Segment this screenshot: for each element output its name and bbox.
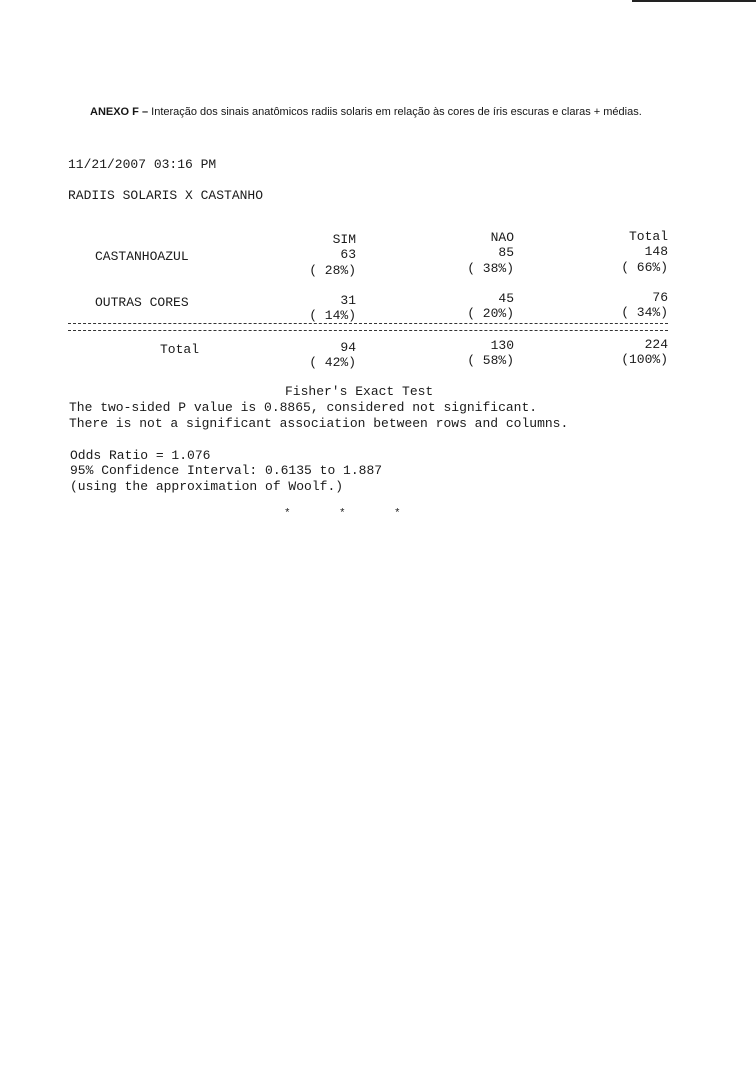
column-header-sim: SIM: [332, 232, 356, 247]
cell-value: 94: [340, 340, 356, 355]
annex-heading: ANEXO F –: [90, 106, 149, 118]
annex-text: Interação dos sinais anatômicos radiis solaris em relação às cores de íris escuras e claras + médias.: [151, 106, 642, 118]
star-mark: *: [339, 508, 346, 520]
table-title: RADIIS SOLARIS X CASTANHO: [68, 188, 264, 203]
row-label-outras-cores: OUTRAS CORES: [95, 295, 189, 310]
test-conclusion: There is not a significant association between rows and columns.: [69, 416, 569, 431]
cell-value: 148: [644, 244, 668, 259]
column-header-nao: NAO: [490, 230, 514, 245]
row-label-castanhoazul: CASTANHOAZUL: [95, 249, 189, 264]
cell-percent: ( 66%): [621, 260, 668, 275]
cell-value: 85: [498, 245, 514, 260]
confidence-interval: 95% Confidence Interval: 0.6135 to 1.887: [70, 463, 383, 478]
scan-artifact-line: [632, 0, 756, 2]
cell-value: 224: [644, 337, 668, 352]
column-header-total: Total: [628, 229, 668, 244]
annex-caption: [90, 103, 700, 121]
cell-percent: ( 28%): [309, 263, 356, 278]
cell-value: 130: [490, 338, 514, 353]
cell-percent: ( 34%): [621, 305, 668, 320]
cell-value: 76: [652, 290, 668, 305]
test-p-value: The two-sided P value is 0.8865, considered not significant.: [69, 400, 538, 415]
star-mark: *: [394, 508, 401, 520]
woolf-note: (using the approximation of Woolf.): [70, 479, 344, 494]
cell-percent: (100%): [621, 352, 668, 367]
cell-value: 45: [498, 291, 514, 306]
cell-percent: ( 38%): [467, 261, 514, 276]
cell-percent: ( 20%): [467, 306, 514, 321]
cell-percent: ( 42%): [309, 355, 356, 370]
cell-percent: ( 14%): [309, 308, 356, 323]
cell-value: 63: [340, 247, 356, 262]
odds-ratio: Odds Ratio = 1.076: [70, 448, 211, 463]
table-separator: [68, 323, 668, 331]
report-timestamp: 11/21/2007 03:16 PM: [68, 157, 217, 172]
star-mark: *: [284, 508, 291, 520]
test-title: Fisher's Exact Test: [285, 384, 434, 399]
cell-percent: ( 58%): [467, 353, 514, 368]
total-label: Total: [160, 342, 200, 357]
cell-value: 31: [340, 293, 356, 308]
